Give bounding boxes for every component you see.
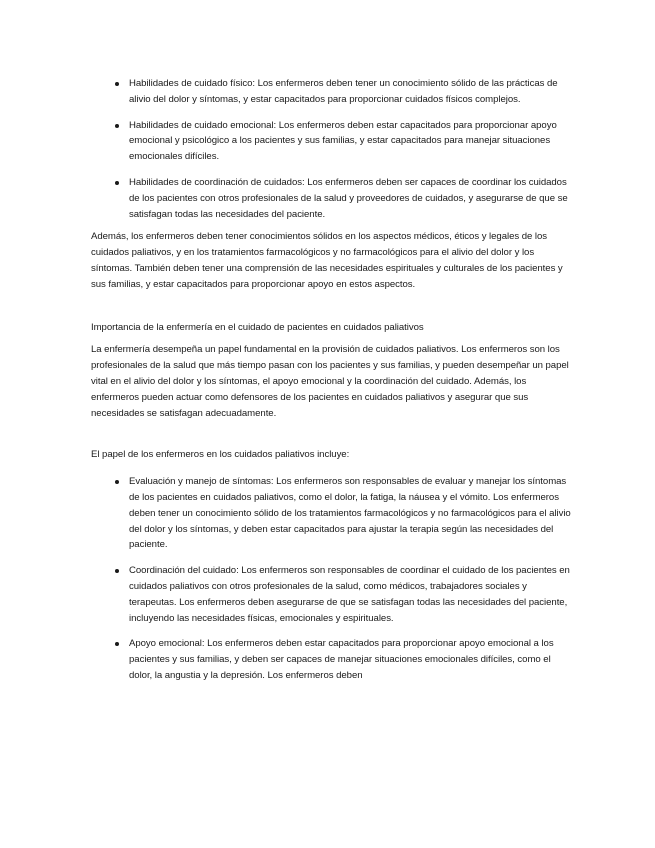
section-heading-role: El papel de los enfermeros en los cuidados paliativos incluye: [91, 449, 350, 461]
list-item [91, 474, 571, 553]
paragraph-importance: La enfermería desempeña un papel fundamental en la provisión de cuidados paliativos. Los enfermeros son los profesionales de la salud que más tiempo pasan con los pacientes y sus familias, y pueden desempeñar un papel vital en el alivio del dolor y los síntomas, el apoyo emocional y la coordinación del cuidado. Además, los enfermeros pueden actuar como defensores de los pacientes en cuidados paliativos y asegurar que sus necesidades se satisfagan adecuadamente. [91, 344, 569, 419]
bullet-icon [115, 82, 119, 86]
list-item [91, 563, 571, 626]
paragraph-knowledge: Además, los enfermeros deben tener conocimientos sólidos en los aspectos médicos, éticos y legales de los cuidados paliativos, y en los tratamientos farmacológicos y no farmacológicos para el alivio del dolor y los síntomas. También deben tener una comprensión de las necesidades espirituales y culturales de los pacientes y sus familias, y estar capacitados para proporcionar apoyo en estos aspectos. [91, 231, 563, 290]
list-item-text: Habilidades de cuidado físico: Los enfermeros deben tener un conocimiento sólido de las prácticas de alivio del dolor y síntomas, y estar capacitados para proporcionar cuidados físicos complejos. [129, 78, 558, 105]
bullet-icon [115, 480, 119, 484]
list-item-text: Apoyo emocional: Los enfermeros deben estar capacitados para proporcionar apoyo emocional a los pacientes y sus familias, y deben ser capaces de manejar situaciones emocionales difíciles, como el dolor, la angustia y la depresión. Los enfermeros deben [129, 638, 554, 681]
list-item [91, 175, 571, 222]
list-item-text: Habilidades de cuidado emocional: Los enfermeros deben estar capacitados para proporcionar apoyo emocional y psicológico a los pacientes y sus familias, y estar capacitados para manejar situaciones emocionales difíciles. [129, 119, 557, 163]
section-heading-importance: Importancia de la enfermería en el cuidado de pacientes en cuidados paliativos [91, 321, 424, 333]
document-body [91, 76, 571, 684]
bullet-list-role [91, 474, 571, 684]
bullet-icon [115, 642, 119, 646]
list-item-text: Habilidades de coordinación de cuidados: Los enfermeros deben ser capaces de coordinar los cuidados de los pacientes con otros profesionales de la salud y proveedores de cuidados, y asegurarse de que se satisfagan todas las necesidades del paciente. [129, 176, 568, 220]
list-item-text: Evaluación y manejo de síntomas: Los enfermeros son responsables de evaluar y manejar los síntomas de los pacientes en cuidados paliativos, como el dolor, la fatiga, la náusea y el vómito. Los enfermeros deben tener un conocimiento sólido de los tratamientos farmacológicos y no farmacológicos para el alivio del dolor y los síntomas, y deben estar capacitados para ajustar la terapia según las necesidades del paciente. [129, 476, 571, 551]
bullet-icon [115, 181, 119, 185]
list-item [91, 636, 571, 683]
list-item-text: Coordinación del cuidado: Los enfermeros son responsables de coordinar el cuidado de los pacientes en cuidados paliativos con otros profesionales de la salud, como médicos, trabajadores sociales y terapeutas. Los enfermeros deben asegurarse de que se satisfagan todas las necesidades del paciente, incluyendo las necesidades físicas, emocionales y espirituales. [129, 565, 570, 624]
list-item [91, 76, 571, 108]
bullet-icon [115, 124, 119, 128]
bullet-icon [115, 569, 119, 573]
bullet-list-skills [91, 76, 571, 222]
list-item [91, 118, 571, 165]
